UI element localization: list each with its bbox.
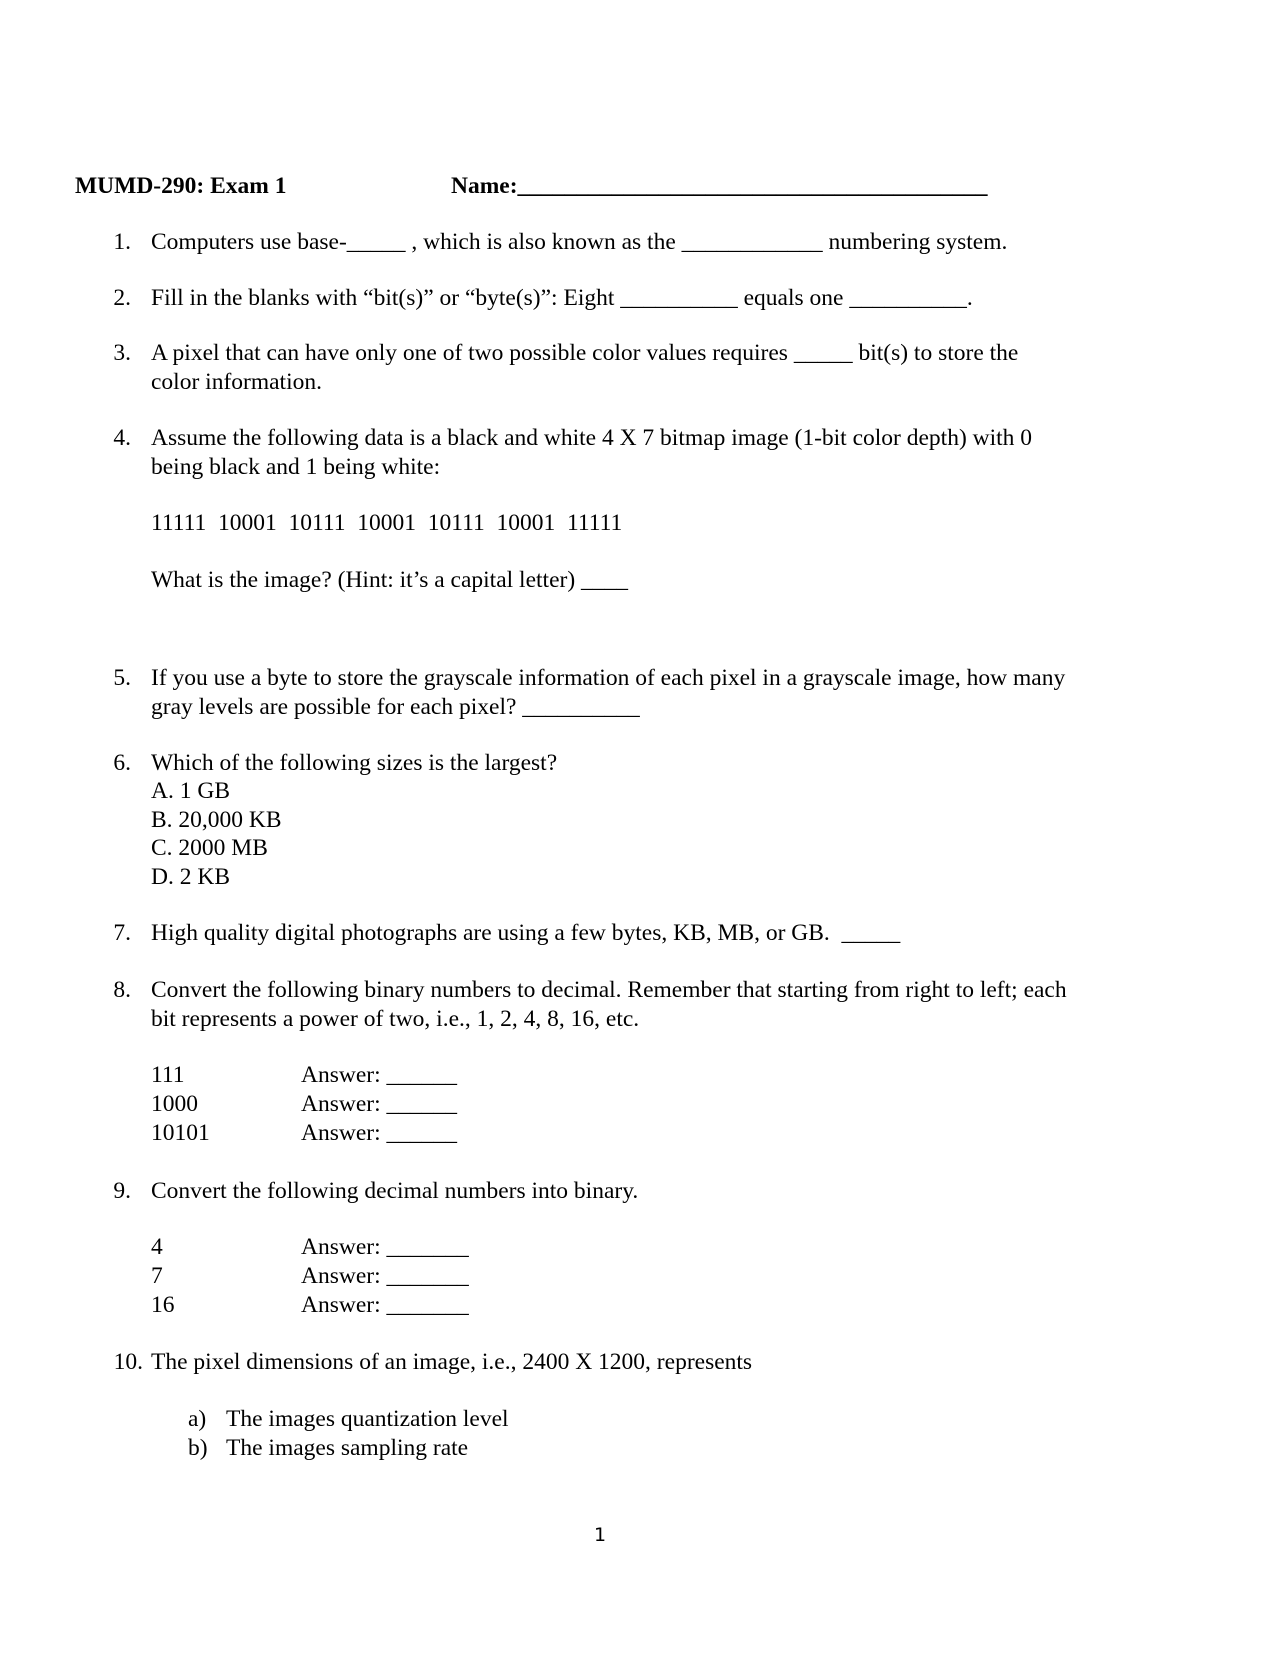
question-8-text-line-2: bit represents a power of two, i.e., 1, 2, 4, 8, 16, etc. xyxy=(151,1006,640,1032)
question-3-text-line-1: A pixel that can have only one of two possible color values requires _____ bit(s) to store the xyxy=(151,340,1019,366)
question-7-text: High quality digital photographs are using a few bytes, KB, MB, or GB. _____ xyxy=(151,920,901,946)
option-c: C. 2000 MB xyxy=(151,835,268,861)
choice-letter: a) xyxy=(188,1406,207,1432)
binary-value: 10101 xyxy=(151,1120,210,1146)
answer-blank: Answer: _______ xyxy=(301,1263,469,1289)
question-8-number: 8. xyxy=(113,977,131,1003)
binary-value: 1000 xyxy=(151,1091,198,1117)
decimal-value: 4 xyxy=(151,1234,163,1260)
decimal-value: 7 xyxy=(151,1263,163,1289)
answer-blank: Answer: _______ xyxy=(301,1292,469,1318)
answer-blank: Answer: _______ xyxy=(301,1234,469,1260)
decimal-value: 16 xyxy=(151,1292,175,1318)
answer-blank: Answer: ______ xyxy=(301,1091,457,1117)
question-10-text: The pixel dimensions of an image, i.e., 2400 X 1200, represents xyxy=(151,1349,753,1375)
exam-title: MUMD-290: Exam 1 xyxy=(75,173,287,199)
question-4-number: 4. xyxy=(113,425,131,451)
question-4-hint: What is the image? (Hint: it’s a capital letter) ____ xyxy=(151,567,629,593)
question-7-number: 7. xyxy=(113,920,131,946)
bitmap-data: 11111 10001 10111 10001 10111 10001 11111 xyxy=(151,510,623,536)
question-2-text: Fill in the blanks with “bit(s)” or “byte(s)”: Eight __________ equals one __________. xyxy=(151,285,973,311)
question-3-text-line-2: color information. xyxy=(151,369,322,395)
answer-blank: Answer: ______ xyxy=(301,1120,457,1146)
question-3-number: 3. xyxy=(113,340,131,366)
question-1-text: Computers use base-_____ , which is also known as the ____________ numbering system. xyxy=(151,229,1008,255)
question-4-text-line-1: Assume the following data is a black and white 4 X 7 bitmap image (1-bit color depth) with 0 xyxy=(151,425,1033,451)
option-a: A. 1 GB xyxy=(151,778,230,804)
choice-text: The images quantization level xyxy=(226,1406,509,1432)
choice-letter: b) xyxy=(188,1435,208,1461)
choice-text: The images sampling rate xyxy=(226,1435,469,1461)
answer-blank: Answer: ______ xyxy=(301,1062,457,1088)
question-2-number: 2. xyxy=(113,285,131,311)
question-1-number: 1. xyxy=(113,229,131,255)
page-number: 1 xyxy=(594,1524,607,1546)
question-5-number: 5. xyxy=(113,665,131,691)
question-8-text-line-1: Convert the following binary numbers to decimal. Remember that starting from right to left; each xyxy=(151,977,1067,1003)
question-4-text-line-2: being black and 1 being white: xyxy=(151,454,441,480)
question-6-number: 6. xyxy=(113,750,131,776)
question-6-text: Which of the following sizes is the largest? xyxy=(151,750,558,776)
question-9-text: Convert the following decimal numbers into binary. xyxy=(151,1178,639,1204)
option-b: B. 20,000 KB xyxy=(151,807,282,833)
name-field-label: Name:________________________________________ xyxy=(451,173,988,199)
question-9-number: 9. xyxy=(113,1178,131,1204)
question-10-number: 10. xyxy=(113,1349,143,1375)
binary-value: 111 xyxy=(151,1062,185,1088)
question-5-text-line-1: If you use a byte to store the grayscale information of each pixel in a grayscale image, how many xyxy=(151,665,1066,691)
question-5-text-line-2: gray levels are possible for each pixel? __________ xyxy=(151,694,640,720)
option-d: D. 2 KB xyxy=(151,864,230,890)
